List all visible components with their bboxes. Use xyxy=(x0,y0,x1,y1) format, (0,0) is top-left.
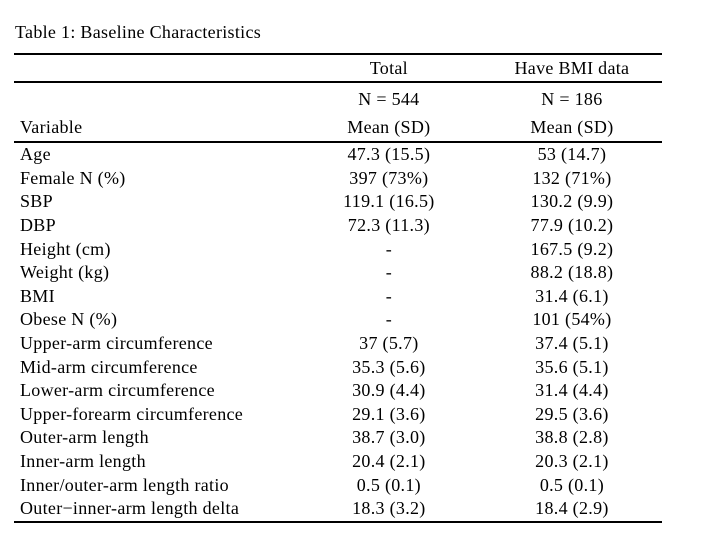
variable-cell: Age xyxy=(20,144,51,165)
table-row xyxy=(14,285,662,309)
variable-cell: BMI xyxy=(20,285,55,306)
table-row xyxy=(14,332,662,356)
table-row xyxy=(14,261,662,285)
table-row xyxy=(14,167,662,191)
total-value-cell: - xyxy=(385,285,392,306)
bmi-value-cell: 132 (71%) xyxy=(532,167,612,188)
total-value-cell: 18.3 (3.2) xyxy=(352,498,426,519)
total-value-cell: 29.1 (3.6) xyxy=(352,403,426,424)
bmi-value-cell: 35.6 (5.1) xyxy=(535,356,609,377)
bmi-value-cell: 77.9 (10.2) xyxy=(530,215,614,236)
bmi-value-cell: 88.2 (18.8) xyxy=(530,262,614,283)
total-value-cell: 37 (5.7) xyxy=(359,333,419,354)
total-value-cell: 0.5 (0.1) xyxy=(356,474,421,495)
total-stat-header: Mean (SD) xyxy=(296,113,482,142)
variable-cell: DBP xyxy=(20,215,56,236)
empty-header-cell xyxy=(14,54,296,82)
total-group-header: Total xyxy=(296,54,482,82)
bmi-value-cell: 167.5 (9.2) xyxy=(530,238,614,259)
table-row xyxy=(14,237,662,261)
table-row xyxy=(14,308,662,332)
table-row xyxy=(14,450,662,474)
table-row xyxy=(14,190,662,214)
variable-cell: Upper-arm circumference xyxy=(20,333,213,354)
total-value-cell: 35.3 (5.6) xyxy=(352,356,426,377)
variable-cell: Height (cm) xyxy=(20,238,111,259)
bmi-group-header: Have BMI data xyxy=(482,54,662,82)
table-row xyxy=(14,214,662,238)
table-header xyxy=(14,54,662,142)
total-value-cell: 30.9 (4.4) xyxy=(352,380,426,401)
column-group-row xyxy=(14,54,662,82)
empty-header-cell xyxy=(14,82,296,113)
bmi-stat-header: Mean (SD) xyxy=(482,113,662,142)
variable-cell: Lower-arm circumference xyxy=(20,380,215,401)
table-row xyxy=(14,379,662,403)
total-value-cell: 119.1 (16.5) xyxy=(343,191,435,212)
bmi-value-cell: 31.4 (4.4) xyxy=(535,380,609,401)
variable-cell: Weight (kg) xyxy=(20,262,110,283)
bmi-value-cell: 101 (54%) xyxy=(532,309,612,330)
bmi-value-cell: 31.4 (6.1) xyxy=(535,285,609,306)
table-row xyxy=(14,355,662,379)
bmi-value-cell: 53 (14.7) xyxy=(537,144,607,165)
table-row xyxy=(14,403,662,427)
stat-label-row xyxy=(14,113,662,142)
variable-cell: Outer-arm length xyxy=(20,427,149,448)
bmi-value-cell: 37.4 (5.1) xyxy=(535,333,609,354)
variable-cell: Inner-arm length xyxy=(20,451,146,472)
variable-cell: SBP xyxy=(20,191,53,212)
total-value-cell: 38.7 (3.0) xyxy=(352,427,426,448)
total-value-cell: - xyxy=(385,262,392,283)
table-row xyxy=(14,142,662,167)
variable-cell: Inner/outer-arm length ratio xyxy=(20,474,229,495)
total-n-header: N = 544 xyxy=(358,88,420,109)
table-body xyxy=(14,142,662,522)
variable-cell: Outer−inner-arm length delta xyxy=(20,498,240,519)
total-value-cell: 72.3 (11.3) xyxy=(347,215,430,236)
table-row xyxy=(14,426,662,450)
bmi-value-cell: 0.5 (0.1) xyxy=(539,474,605,495)
bmi-value-cell: 38.8 (2.8) xyxy=(535,427,609,448)
total-value-cell: - xyxy=(385,238,392,259)
table-row xyxy=(14,473,662,497)
bmi-value-cell: 130.2 (9.9) xyxy=(530,191,614,212)
total-value-cell: 20.4 (2.1) xyxy=(352,451,426,472)
table-row xyxy=(14,497,662,522)
bmi-value-cell: 20.3 (2.1) xyxy=(535,451,609,472)
variable-cell: Mid-arm circumference xyxy=(20,356,198,377)
bmi-n-header: N = 186 xyxy=(541,88,603,109)
total-value-cell: 47.3 (15.5) xyxy=(347,144,431,165)
total-value-cell: 397 (73%) xyxy=(349,167,429,188)
variable-cell: Female N (%) xyxy=(20,167,126,188)
total-value-cell: - xyxy=(385,309,392,330)
variable-cell: Obese N (%) xyxy=(20,309,118,330)
sample-size-row xyxy=(14,82,662,113)
baseline-characteristics-table xyxy=(14,53,662,523)
bmi-value-cell: 18.4 (2.9) xyxy=(535,498,609,519)
variable-column-header: Variable xyxy=(14,113,296,142)
bmi-value-cell: 29.5 (3.6) xyxy=(535,403,609,424)
table-caption: Table 1: Baseline Characteristics xyxy=(15,22,262,42)
variable-cell: Upper-forearm circumference xyxy=(20,403,244,424)
